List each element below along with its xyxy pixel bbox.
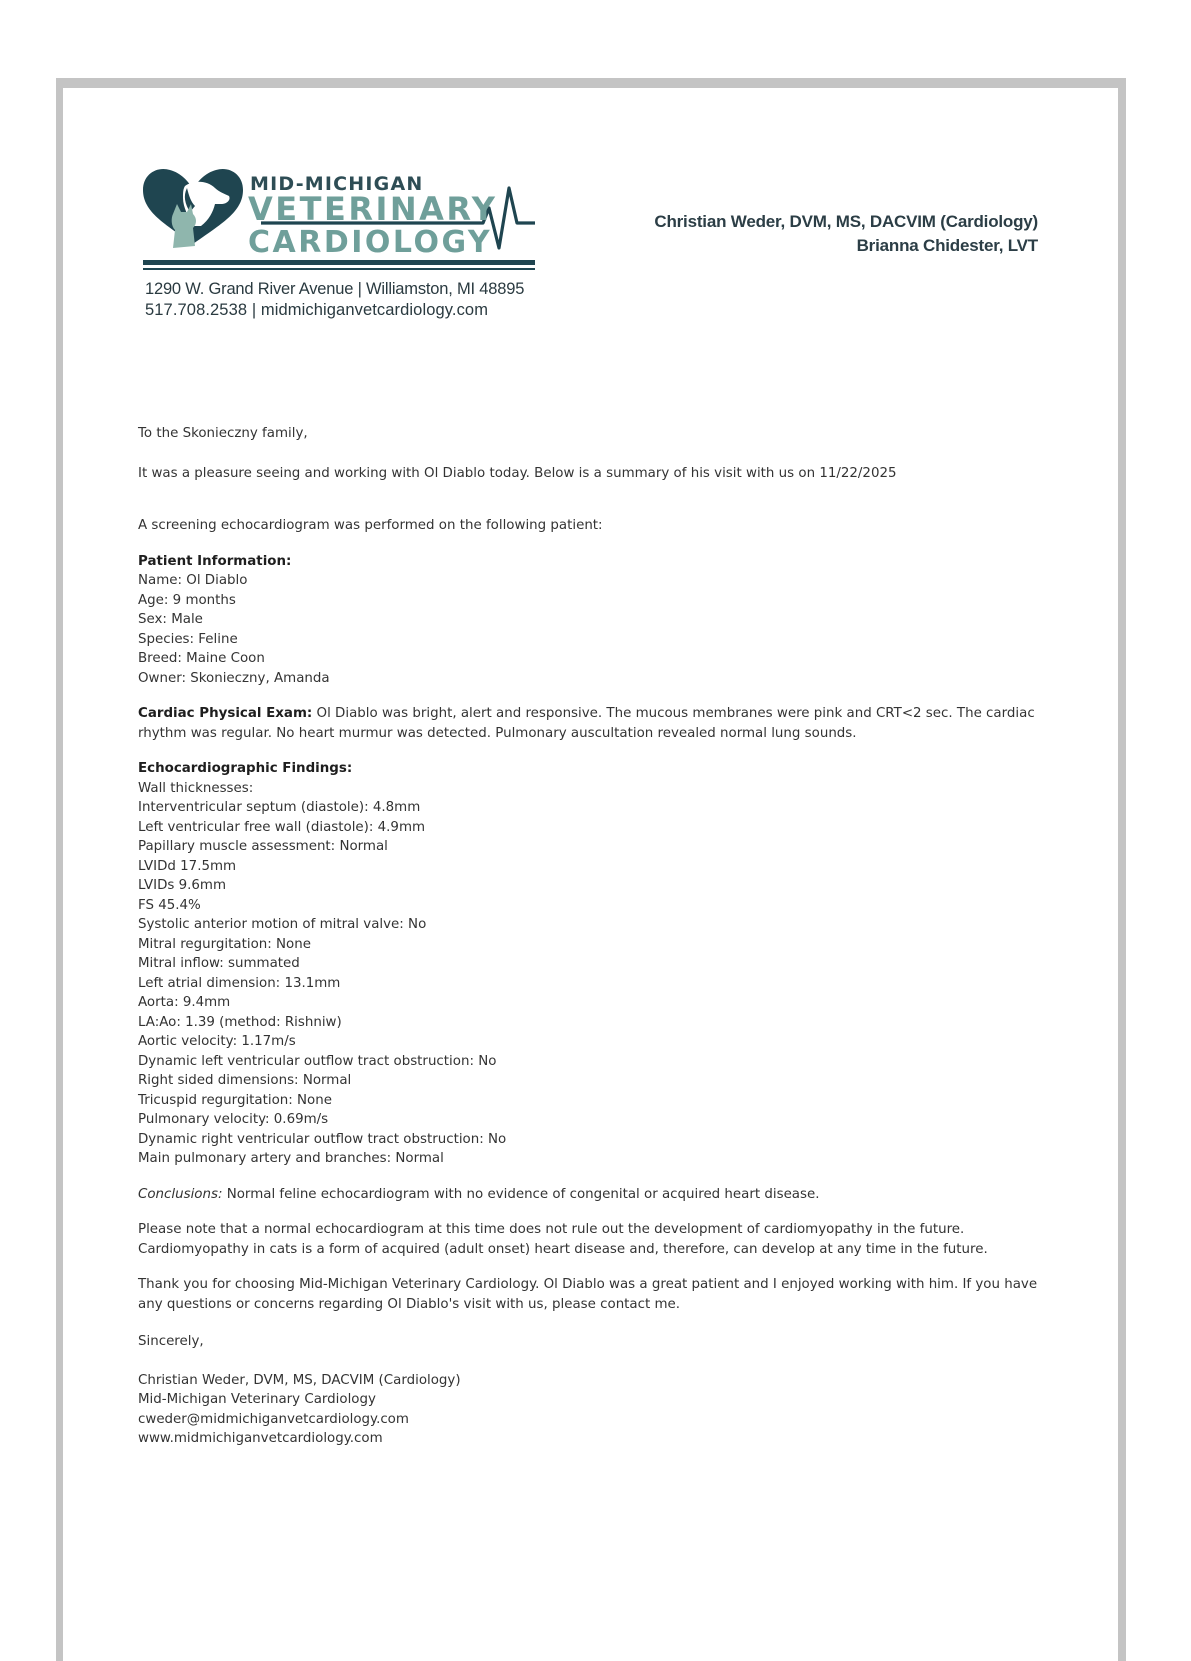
patient-owner: Owner: Skonieczny, Amanda — [138, 670, 330, 686]
finding-item: LVIDd 17.5mm — [138, 858, 237, 874]
intro-paragraph: It was a pleasure seeing and working with Ol Diablo today. Below is a summary of his visit with us on 11/22/2025 — [138, 465, 897, 481]
staff-technician: Brianna Chidester, LVT — [856, 236, 1038, 255]
physical-exam-heading: Cardiac Physical Exam: — [138, 706, 313, 721]
logo-text-veterinary: VETERINARY — [248, 190, 498, 228]
thanks-paragraph — [138, 1275, 1038, 1314]
finding-item: Wall thicknesses: — [138, 780, 254, 796]
finding-item: Tricuspid regurgitation: None — [138, 1092, 332, 1108]
salutation: To the Skonieczny family, — [138, 426, 308, 441]
note-line: Please note that a normal echocardiogram at this time does not rule out the development of cardiomyopathy in the future. — [138, 1222, 965, 1237]
signature-name: Christian Weder, DVM, MS, DACVIM (Cardiology) — [138, 1372, 461, 1388]
findings-heading: Echocardiographic Findings: — [138, 761, 353, 776]
conclusions-label: Conclusions: — [138, 1186, 223, 1202]
clinic-phone-website: 517.708.2538 | midmichiganvetcardiology.com — [145, 301, 489, 319]
patient-age: Age: 9 months — [138, 592, 236, 608]
thanks-line: Thank you for choosing Mid-Michigan Veterinary Cardiology. Ol Diablo was a great patient and I enjoyed working with him. If you have — [138, 1277, 1038, 1292]
findings-section — [138, 759, 1038, 1169]
finding-item: Dynamic left ventricular outflow tract obstruction: No — [138, 1053, 497, 1069]
finding-item: Aortic velocity: 1.17m/s — [138, 1034, 296, 1049]
physical-exam-text-1: Ol Diablo was bright, alert and responsive. The mucous membranes were pink and CRT<2 sec. The cardiac — [312, 706, 1035, 721]
finding-item: FS 45.4% — [138, 897, 201, 913]
signature-block — [138, 1371, 1038, 1449]
physical-exam-section — [138, 704, 1038, 743]
finding-item: Papillary muscle assessment: Normal — [138, 839, 388, 854]
closing: Sincerely, — [138, 1334, 204, 1349]
patient-info-heading: Patient Information: — [138, 553, 292, 569]
patient-info-section — [138, 552, 1038, 689]
note-paragraph — [138, 1220, 1038, 1259]
clinic-address: 1290 W. Grand River Avenue | Williamston, MI 48895 — [145, 280, 525, 298]
logo-text-mid-michigan: MID-MICHIGAN — [250, 173, 424, 195]
patient-sex: Sex: Male — [138, 612, 203, 627]
patient-breed: Breed: Maine Coon — [138, 651, 265, 666]
conclusions-text: Normal feline echocardiogram with no evidence of congenital or acquired heart disease. — [222, 1186, 820, 1202]
letter-body — [138, 424, 1038, 1449]
finding-item: Interventricular septum (diastole): 4.8mm — [138, 800, 421, 815]
signature-email: cweder@midmichiganvetcardiology.com — [138, 1411, 409, 1427]
physical-exam-text-2: rhythm was regular. No heart murmur was detected. Pulmonary auscultation revealed normal lung sounds. — [138, 725, 857, 741]
patient-species: Species: Feline — [138, 631, 238, 647]
signature-clinic: Mid-Michigan Veterinary Cardiology — [138, 1392, 376, 1407]
staff-doctor: Christian Weder, DVM, MS, DACVIM (Cardiology) — [654, 212, 1038, 231]
clinic-logo — [143, 168, 535, 328]
finding-item: LA:Ao: 1.39 (method: Rishniw) — [138, 1014, 342, 1030]
conclusions-paragraph — [138, 1185, 1038, 1205]
finding-item: Main pulmonary artery and branches: Normal — [138, 1151, 444, 1166]
thanks-line: any questions or concerns regarding Ol Diablo's visit with us, please contact me. — [138, 1296, 681, 1312]
finding-item: LVIDs 9.6mm — [138, 878, 227, 893]
finding-item: Systolic anterior motion of mitral valve: No — [138, 917, 427, 932]
finding-item: Mitral regurgitation: None — [138, 936, 311, 952]
finding-item: Left ventricular free wall (diastole): 4.9mm — [138, 819, 426, 835]
screening-paragraph: A screening echocardiogram was performed on the following patient: — [138, 518, 603, 533]
staff-block — [654, 210, 1038, 258]
finding-item: Mitral inflow: summated — [138, 956, 300, 971]
patient-name: Name: Ol Diablo — [138, 573, 248, 588]
signature-website: www.midmichiganvetcardiology.com — [138, 1431, 383, 1446]
finding-item: Right sided dimensions: Normal — [138, 1073, 352, 1088]
finding-item: Pulmonary velocity: 0.69m/s — [138, 1112, 329, 1127]
note-line: Cardiomyopathy in cats is a form of acquired (adult onset) heart disease and, therefore, can develop at any time in the future. — [138, 1241, 988, 1257]
finding-item: Dynamic right ventricular outflow tract obstruction: No — [138, 1131, 507, 1147]
finding-item: Aorta: 9.4mm — [138, 995, 231, 1010]
finding-item: Left atrial dimension: 13.1mm — [138, 975, 341, 991]
logo-text-cardiology: CARDIOLOGY — [248, 225, 493, 260]
